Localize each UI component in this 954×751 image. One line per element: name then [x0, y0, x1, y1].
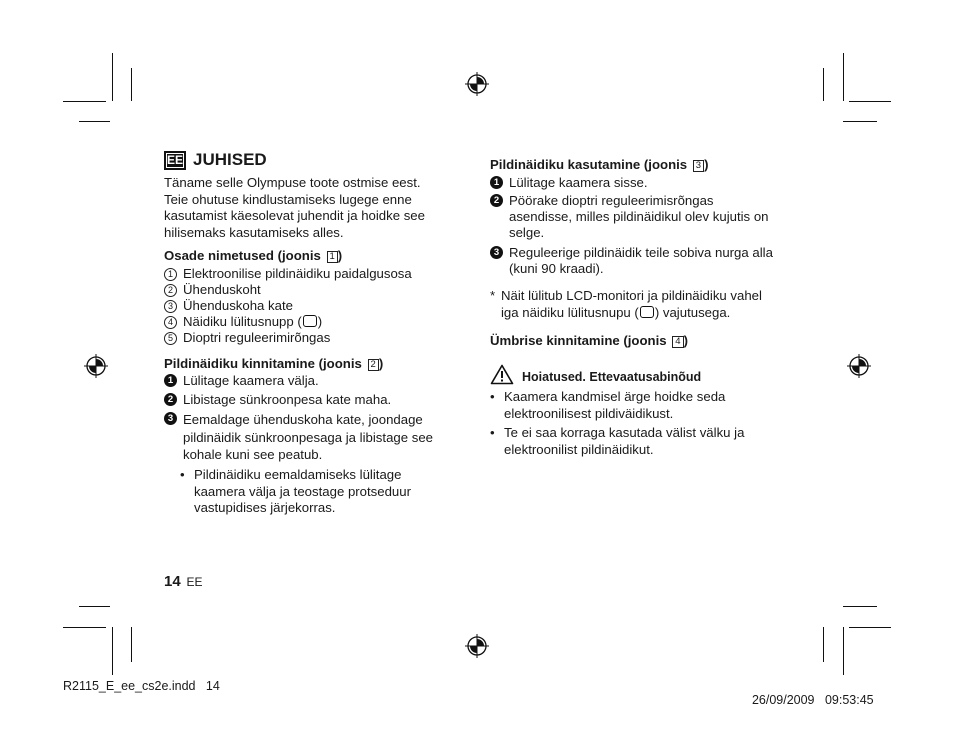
page-number: 14 EE	[164, 573, 203, 590]
caution-item: • Te ei saa korraga kasutada välist välku ja elektroonilist pildinäidikut.	[490, 425, 745, 457]
section-header	[164, 150, 267, 170]
part-item: 4 Näidiku lülitusnupp ( )	[164, 314, 322, 330]
intro-line: hilisemaks kasutamiseks alles.	[164, 224, 344, 240]
usage-step: 1 Lülitage kaamera sisse.	[490, 175, 648, 191]
intro-line: Teie ohutuse kindlustamiseks lugege enne	[164, 191, 412, 207]
registration-mark-top	[465, 72, 489, 96]
figure-ref: 4	[672, 336, 683, 348]
intro-line: Täname selle Olympuse toote ostmise eest.	[164, 175, 421, 190]
usage-step: 3 Reguleerige pildinäidik teile sobiva nurga alla (kuni 90 kraadi).	[490, 245, 773, 277]
usage-heading: Pildinäidiku kasutamine (joonis 3 )	[490, 157, 709, 172]
part-item: 2 Ühenduskoht	[164, 282, 261, 298]
part-item: 5 Dioptri reguleerimirõngas	[164, 330, 330, 346]
slug-date: 26/09/2009 09:53:45	[751, 693, 874, 707]
section-title: JUHISED	[193, 150, 267, 169]
registration-mark-left	[84, 354, 108, 378]
usage-step: 2 Pöörake dioptri reguleerimisrõngas asendisse, milles pildinäidikul olev kujutis on selge.	[490, 193, 769, 241]
registration-mark-bottom	[465, 634, 489, 658]
intro-line: kasutamist käesolevat juhendit ja hoidke see	[164, 208, 425, 224]
language-badge: EE	[164, 151, 186, 170]
registration-mark-right	[847, 354, 871, 378]
parts-heading: Osade nimetused (joonis 1 )	[164, 248, 343, 263]
usage-footnote: * Näit lülitub LCD-monitori ja pildinäidiku vahel iga näidiku lülitusnupu ( ) vajutusega.	[490, 288, 762, 320]
caution-item: • Kaamera kandmisel ärge hoidke seda elektroonilisest pildiväidikust.	[490, 389, 726, 421]
slug-filename: R2115_E_ee_cs2e.indd 14	[63, 679, 220, 693]
attach-heading: Pildinäidiku kinnitamine (joonis 2 )	[164, 356, 384, 371]
attach-note: • Pildinäidiku eemaldamiseks lülitage kaamera välja ja teostage protseduur vastupidises järjekorras.	[180, 467, 411, 516]
attach-step: 2 Libistage sünkroonpesa kate maha.	[164, 392, 391, 408]
attach-step: 3 Eemaldage ühenduskoha kate, joondage pildinäidik sünkroonpesaga ja libistage see kohale kuni see peatub.	[164, 411, 433, 464]
figure-ref: 1	[327, 251, 338, 263]
part-item: 1 Elektroonilise pildinäidiku paidalgusosa	[164, 266, 412, 282]
attach-step: 1 Lülitage kaamera välja.	[164, 373, 319, 389]
part-item: 3 Ühenduskoha kate	[164, 298, 293, 314]
figure-ref: 2	[368, 359, 379, 371]
case-heading: Ümbrise kinnitamine (joonis 4 )	[490, 333, 688, 348]
figure-ref: 3	[693, 160, 704, 172]
warning-icon	[490, 364, 514, 385]
cautions-heading: Hoiatused. Ettevaatusabinõud	[490, 364, 701, 385]
lcd-switch-icon	[303, 315, 317, 327]
intro-paragraph	[164, 175, 425, 241]
lcd-switch-icon	[640, 306, 654, 318]
